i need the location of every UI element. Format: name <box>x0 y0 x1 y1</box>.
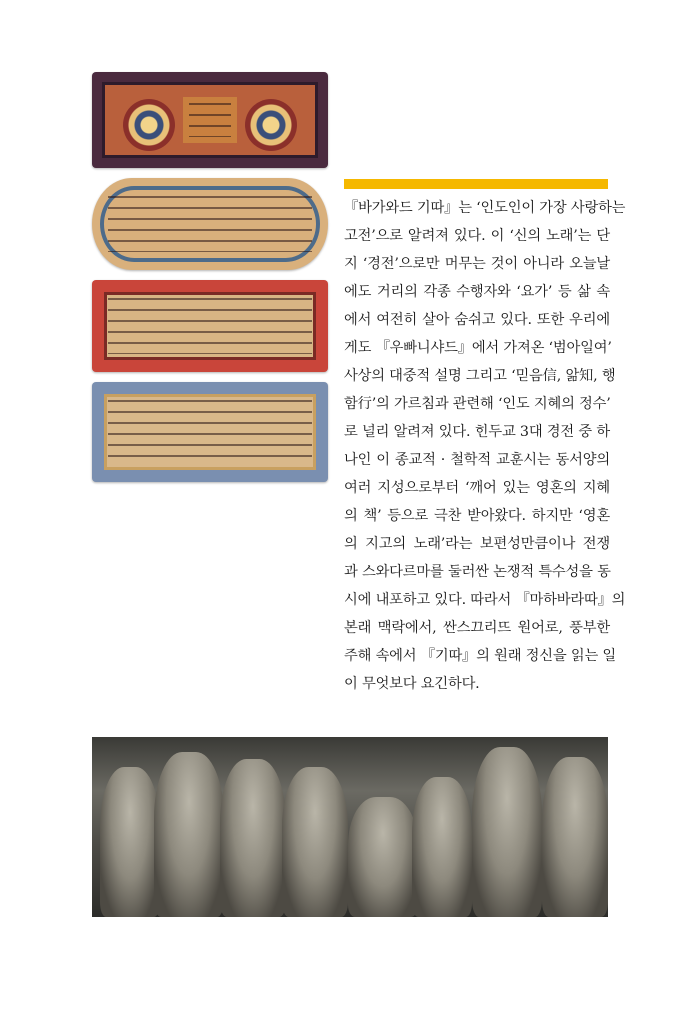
manuscript-image-1 <box>92 72 328 168</box>
manuscript-image-4 <box>92 382 328 482</box>
text-line: 게도 『우빠니샤드』에서 가져온 ‘범아일여’ <box>344 340 612 356</box>
text-line: 이 무엇보다 요긴하다. <box>344 676 480 692</box>
stone-relief-image <box>92 737 608 917</box>
accent-bar <box>344 179 608 189</box>
text-line: 주해 속에서 『기따』의 원래 정신을 읽는 일 <box>344 648 617 664</box>
text-line: 의 책’ 등으로 극찬 받아왔다. 하지만 ‘영혼 <box>344 508 610 524</box>
text-line: 시에 내포하고 있다. 따라서 『마하바라따』의 <box>344 592 626 608</box>
manuscript-image-2 <box>92 178 328 270</box>
text-line: 과 스와다르마를 둘러싼 논쟁적 특수성을 동 <box>344 564 611 580</box>
text-line: 함行’의 가르침과 관련해 ‘인도 지혜의 정수’ <box>344 396 611 412</box>
text-line: 나인 이 종교적 · 철학적 교훈시는 동서양의 <box>344 452 610 468</box>
text-line: 로 널리 알려져 있다. 힌두교 3대 경전 중 하 <box>344 424 610 440</box>
text-line: 여러 지성으로부터 ‘깨어 있는 영혼의 지혜 <box>344 480 610 496</box>
text-line: 사상의 대중적 설명 그리고 ‘믿음信, 앎知, 행 <box>344 368 616 384</box>
text-line: 지 ‘경전’으로만 머무는 것이 아니라 오늘날 <box>344 256 610 272</box>
text-line: 에서 여전히 살아 숨쉬고 있다. 또한 우리에 <box>344 312 610 328</box>
text-line: 고전’으로 알려져 있다. 이 ‘신의 노래’는 단 <box>344 228 610 244</box>
manuscript-image-3 <box>92 280 328 372</box>
text-line: 의 지고의 노래’라는 보편성만큼이나 전쟁 <box>344 536 610 552</box>
text-line: 『바가와드 기따』는 ‘인도인이 가장 사랑하는 <box>344 200 626 216</box>
body-paragraph <box>344 194 626 698</box>
text-line: 본래 맥락에서, 싼스끄리뜨 원어로, 풍부한 <box>344 620 610 636</box>
text-line: 에도 거리의 각종 수행자와 ‘요가’ 등 삶 속 <box>344 284 610 300</box>
